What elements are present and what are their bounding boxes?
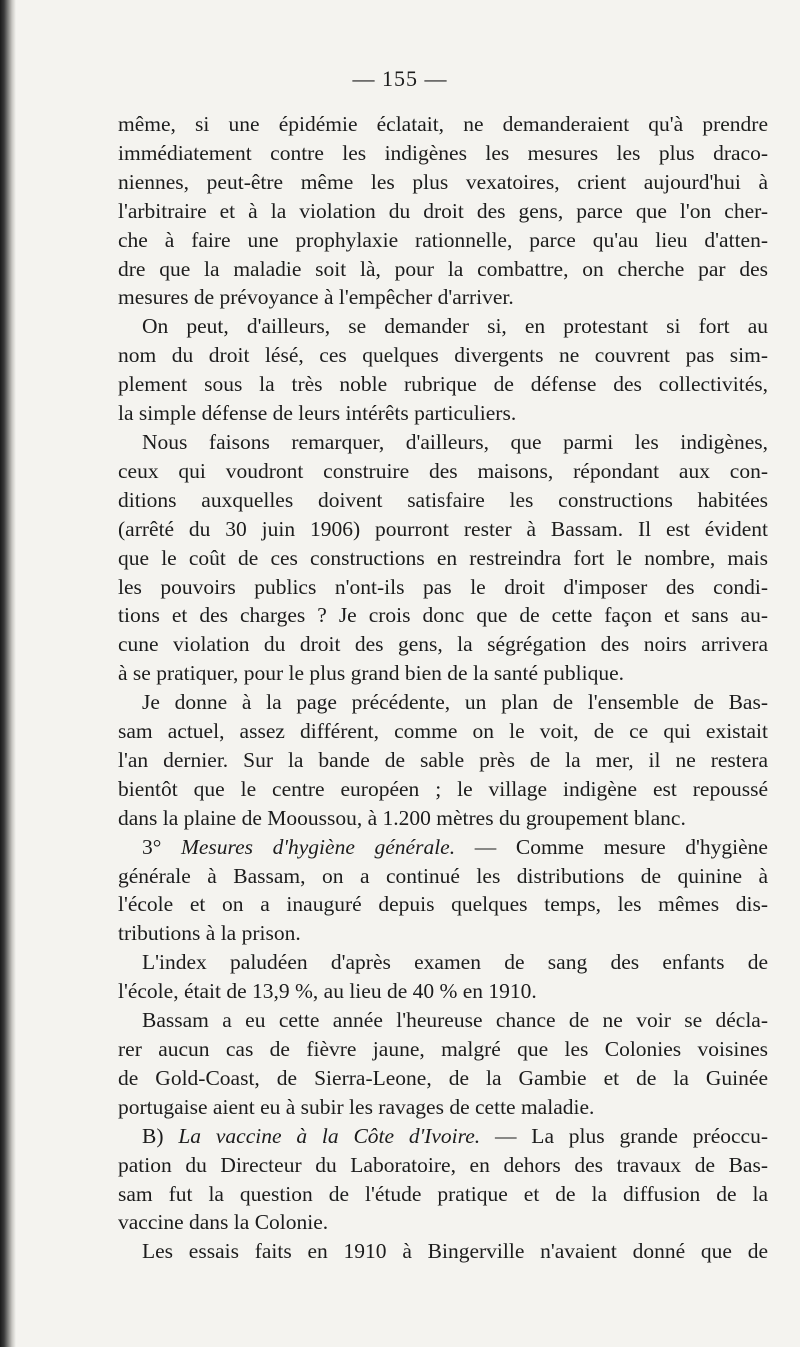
- text-line: L'index paludéen d'après examen de sang des enfants de: [142, 950, 768, 975]
- paragraph: [118, 428, 768, 688]
- text-line: les pouvoirs publics n'ont-ils pas le droit d'imposer des condi-: [118, 574, 768, 599]
- text-line: à se pratiquer, pour le plus grand bien de la santé publique.: [118, 661, 625, 686]
- page-number: — 155 —: [352, 66, 448, 91]
- paragraph: [118, 312, 768, 428]
- text-line: ceux qui voudront construire des maisons, répondant aux con-: [118, 458, 768, 483]
- text-line: Nous faisons remarquer, d'ailleurs, que parmi les indigènes,: [142, 429, 768, 454]
- text-line: vaccine dans la Colonie.: [118, 1210, 329, 1235]
- text-line: l'école, était de 13,9 %, au lieu de 40 % en 1910.: [118, 979, 537, 1004]
- text-line: mesures de prévoyance à l'empêcher d'arriver.: [118, 285, 514, 310]
- section-title: La vaccine à la Côte d'Ivoire.: [178, 1123, 481, 1148]
- paragraph: [118, 948, 768, 1006]
- text-line: nom du droit lésé, ces quelques divergents ne couvrent pas sim-: [118, 343, 768, 368]
- text-line: (arrêté du 30 juin 1906) pourront rester à Bassam. Il est évident: [118, 516, 768, 541]
- text-line: bientôt que le centre européen ; le village indigène est repoussé: [118, 776, 768, 801]
- section-lead-text: — La plus grande préoccu-: [480, 1123, 768, 1148]
- section-lead-text: — Comme mesure d'hygiène: [455, 834, 768, 859]
- text-line: dre que la maladie soit là, pour la combattre, on cherche par des: [118, 256, 768, 281]
- text-line: sam fut la question de l'étude pratique et de la diffusion de la: [118, 1181, 768, 1206]
- text-line: Les essais faits en 1910 à Bingerville n'avaient donné que de: [142, 1239, 768, 1264]
- text-line: même, si une épidémie éclatait, ne demanderaient qu'à prendre: [118, 112, 768, 136]
- paragraph: [118, 1237, 768, 1266]
- section-title: Mesures d'hygiène générale.: [180, 834, 456, 859]
- text-line: pation du Directeur du Laboratoire, en dehors des travaux de Bas-: [118, 1152, 768, 1177]
- text-line: tions et des charges ? Je crois donc que de cette façon et sans au-: [118, 603, 768, 628]
- text-line: [118, 1122, 768, 1151]
- text-line: générale à Bassam, on a continué les distributions de quinine à: [118, 863, 768, 888]
- text-line: Je donne à la page précédente, un plan de l'ensemble de Bas-: [142, 690, 768, 715]
- paragraph: [118, 1122, 768, 1238]
- text-line: l'an dernier. Sur la bande de sable près de la mer, il ne restera: [118, 747, 768, 772]
- text-line: immédiatement contre les indigènes les mesures les plus draco-: [118, 140, 768, 165]
- text-line: che à faire une prophylaxie rationnelle, parce qu'au lieu d'atten-: [118, 227, 768, 252]
- text-line: plement sous la très noble rubrique de défense des collectivités,: [118, 372, 768, 397]
- text-line: cune violation du droit des gens, la ségrégation des noirs arrivera: [118, 632, 768, 657]
- page-binding-edge: [0, 0, 16, 1347]
- text-line: dans la plaine de Mooussou, à 1.200 mètres du groupement blanc.: [118, 805, 686, 830]
- text-line: niennes, peut-être même les plus vexatoires, crient aujourd'hui à: [118, 169, 768, 194]
- text-line: ditions auxquelles doivent satisfaire les constructions habitées: [118, 487, 768, 512]
- text-line: l'école et on a inauguré depuis quelques temps, les mêmes dis-: [118, 892, 768, 917]
- paragraph: [118, 1006, 768, 1122]
- text-line: rer aucun cas de fièvre jaune, malgré que les Colonies voisines: [118, 1037, 768, 1061]
- text-line: que le coût de ces constructions en restreindra fort le nombre, mais: [118, 545, 768, 570]
- paragraph: [118, 110, 768, 312]
- text-line: Bassam a eu cette année l'heureuse chance de ne voir se décla-: [142, 1008, 768, 1033]
- text-line: portugaise aient eu à subir les ravages de cette maladie.: [118, 1094, 595, 1119]
- text-line: tributions à la prison.: [118, 921, 301, 946]
- text-line: sam actuel, assez différent, comme on le voit, de ce qui existait: [118, 719, 768, 744]
- section-number: 3°: [142, 834, 181, 859]
- text-line: [118, 833, 768, 862]
- paragraph: [118, 833, 768, 949]
- paragraph: [118, 688, 768, 833]
- text-line: l'arbitraire et à la violation du droit des gens, parce que l'on cher-: [118, 198, 768, 223]
- body-text: [118, 110, 768, 1266]
- text-line: la simple défense de leurs intérêts particuliers.: [118, 401, 517, 426]
- text-line: On peut, d'ailleurs, se demander si, en protestant si fort au: [142, 314, 768, 339]
- section-number: B): [142, 1123, 179, 1148]
- text-line: de Gold-Coast, de Sierra-Leone, de la Gambie et de la Guinée: [118, 1065, 768, 1090]
